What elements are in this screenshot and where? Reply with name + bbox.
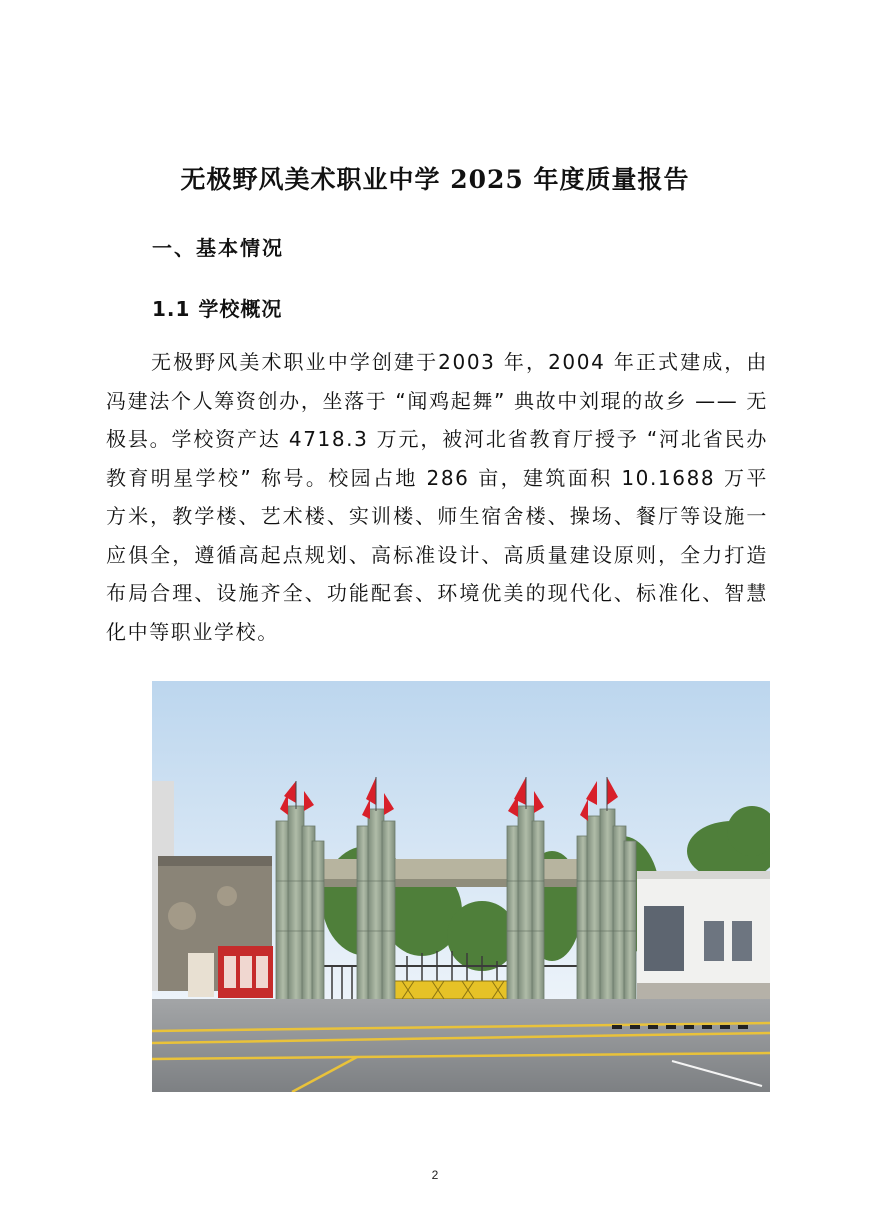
document-title: 无极野风美术职业中学 2025 年度质量报告 <box>180 165 690 194</box>
section-heading: 一、基本情况 <box>152 236 284 260</box>
school-overview-paragraph: 无极野风美术职业中学创建于2003 年，2004 年正式建成，由冯建法个人筹资创办，坐落于 “闻鸡起舞” 典故中刘琨的故乡 —— 无极县。学校资产达 4718.3 万元，被河北省教育厅授予 “河北省民办教育明星学校” 称号。校园占地 286 亩，建筑面积 10.1688 万平方米，教学楼、艺术楼、实训楼、师生宿舍楼、操场、餐厅等设施一应俱全，遵循高起点规划、高标准设计、高质量建设原则，全力打造布局合理、设施齐全、功能配套、环境优美的现代化、标准化、智慧化中等职业学校。 <box>106 350 768 644</box>
page-number: 2 <box>431 1168 439 1182</box>
sub-heading: 1.1 学校概况 <box>152 297 283 321</box>
school-gate-photo <box>152 681 770 1092</box>
